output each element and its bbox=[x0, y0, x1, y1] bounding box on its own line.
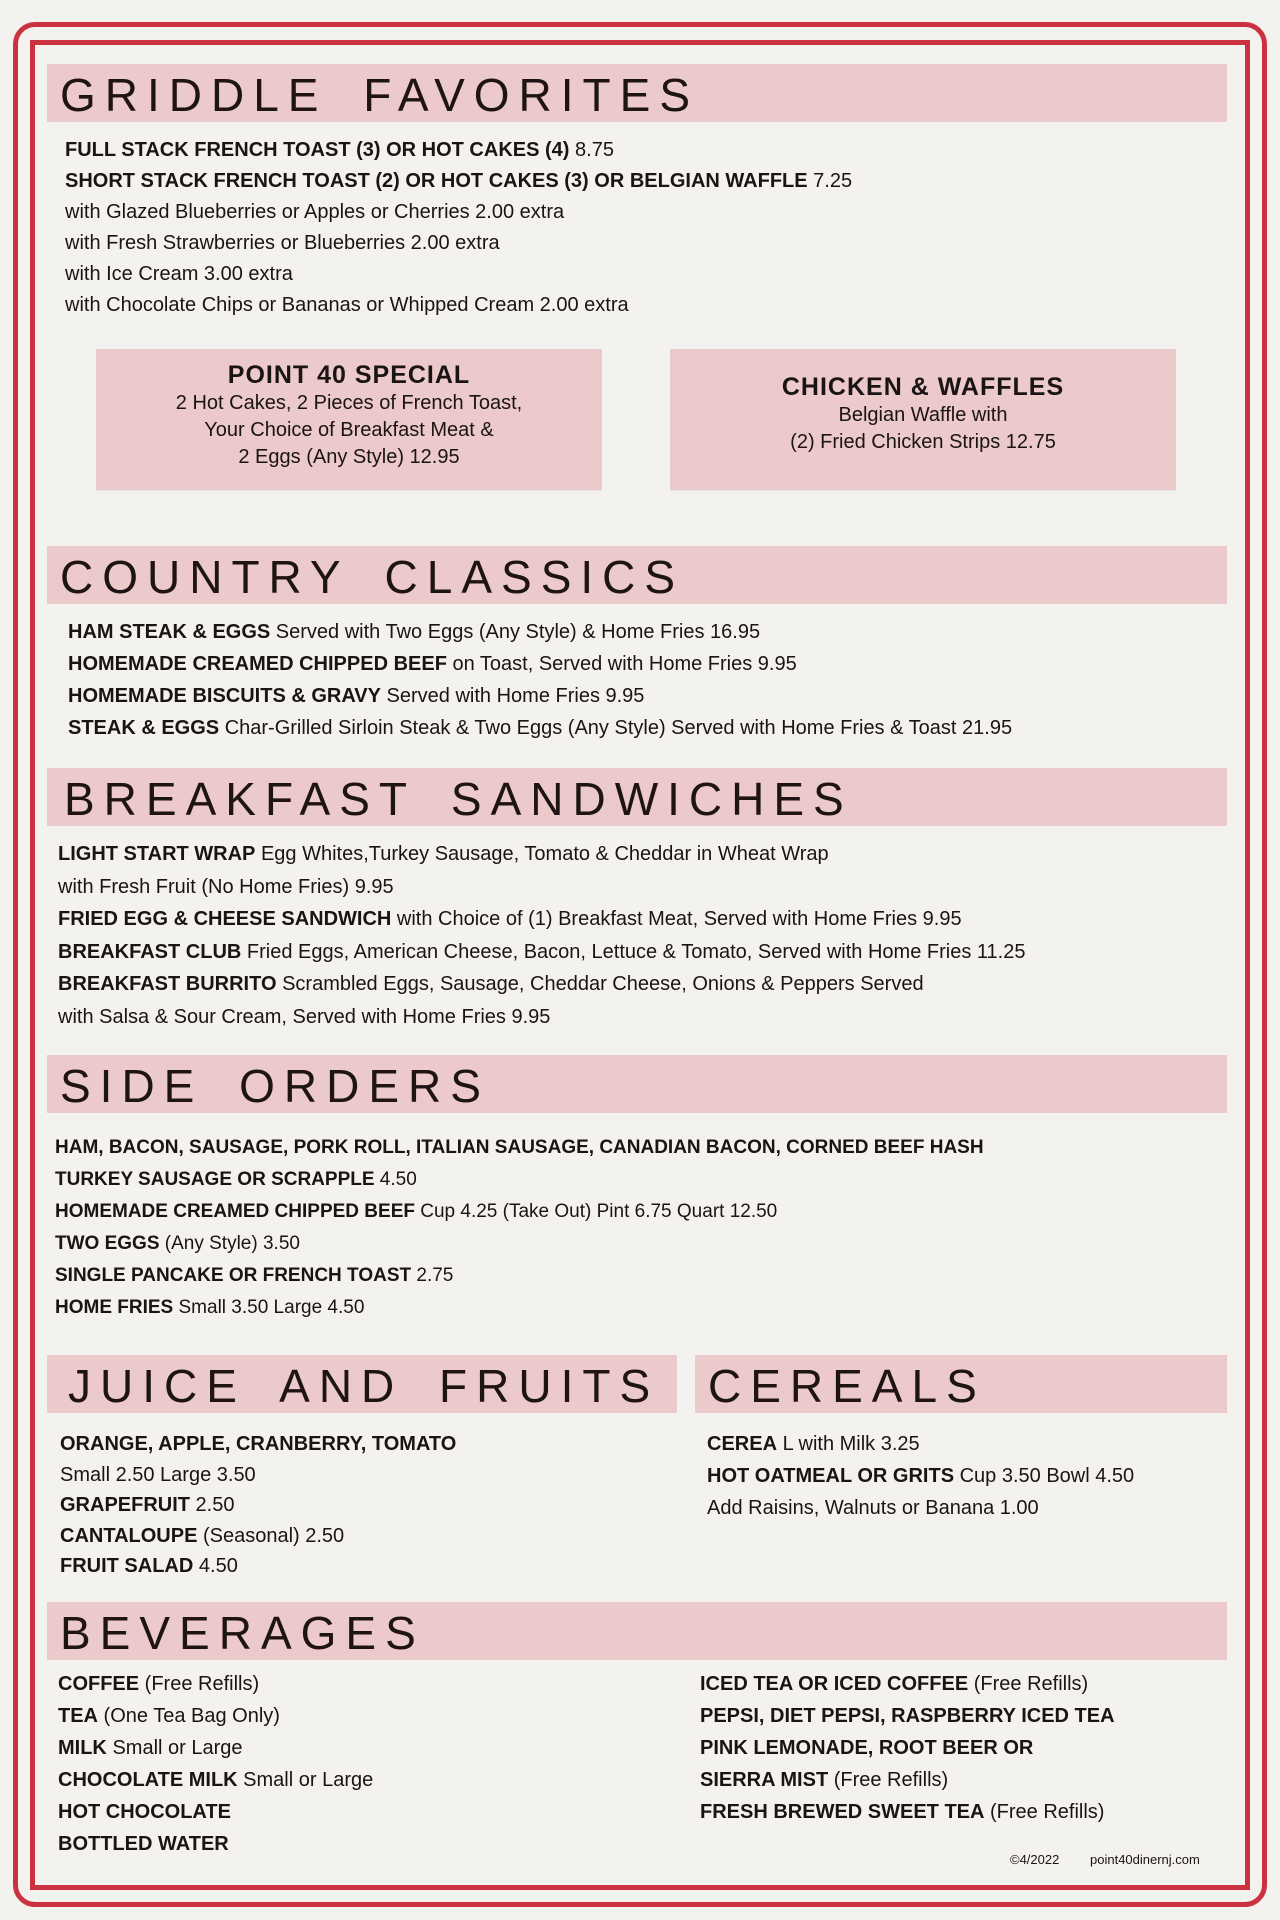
item-name: HOMEMADE BISCUITS & GRAVY bbox=[68, 685, 381, 707]
menu-item-line bbox=[55, 1169, 417, 1192]
menu-item-line bbox=[55, 1137, 984, 1160]
item-detail: Fried Eggs, American Cheese, Bacon, Lettuce & Tomato, Served with Home Fries 11.25 bbox=[241, 940, 1026, 963]
item-detail: Served with Home Fries 9.95 bbox=[380, 685, 645, 707]
item-detail: with Fresh Fruit (No Home Fries) 9.95 bbox=[58, 875, 394, 898]
item-name: HOME FRIES bbox=[55, 1297, 174, 1318]
item-name: PINK LEMONADE, ROOT BEER OR bbox=[700, 1737, 1034, 1759]
item-name: CANTALOUPE bbox=[60, 1524, 198, 1547]
item-name: BOTTLED WATER bbox=[58, 1833, 229, 1855]
griddle-heading: GRIDDLE FAVORITES bbox=[60, 69, 700, 121]
item-name: LIGHT START WRAP bbox=[58, 843, 256, 865]
country-heading: COUNTRY CLASSICS bbox=[60, 551, 685, 603]
menu-item-line bbox=[68, 716, 1012, 740]
special-line-1: 2 Hot Cakes, 2 Pieces of French Toast, bbox=[175, 392, 523, 414]
item-detail: Small 2.50 Large 3.50 bbox=[60, 1463, 256, 1486]
menu-item-line bbox=[55, 1265, 453, 1288]
item-name: FRIED EGG & CHEESE SANDWICH bbox=[58, 908, 392, 930]
menu-item-line bbox=[65, 262, 293, 286]
item-name: PEPSI, DIET PEPSI, RASPBERRY ICED TEA bbox=[700, 1705, 1115, 1727]
item-name: FULL STACK FRENCH TOAST (3) OR HOT CAKES (4) bbox=[65, 139, 570, 161]
menu-item-line bbox=[55, 1201, 777, 1224]
item-name: GRAPEFRUIT bbox=[60, 1494, 190, 1516]
special-line-2: Your Choice of Breakfast Meat & bbox=[204, 419, 494, 441]
menu-item-line bbox=[58, 875, 394, 899]
menu-item-line bbox=[58, 1672, 259, 1696]
menu-item-line bbox=[700, 1672, 1088, 1696]
item-detail: (Free Refills) bbox=[139, 1673, 260, 1695]
menu-item-line bbox=[700, 1800, 1104, 1824]
item-detail: (Any Style) 3.50 bbox=[159, 1233, 300, 1254]
menu-item-line bbox=[65, 169, 852, 193]
item-detail: Served with Two Eggs (Any Style) & Home Fries 16.95 bbox=[270, 621, 761, 643]
menu-item-line bbox=[58, 1704, 280, 1728]
menu-item-line bbox=[60, 1463, 256, 1487]
item-name: STEAK & EGGS bbox=[68, 717, 220, 739]
item-name: TWO EGGS bbox=[55, 1233, 160, 1254]
item-name: MILK bbox=[58, 1737, 107, 1759]
chicken-line-2: (2) Fried Chicken Strips 12.75 bbox=[790, 431, 1056, 453]
menu-item-line bbox=[58, 1768, 373, 1792]
item-name: CHOCOLATE MILK bbox=[58, 1769, 238, 1791]
menu-item-line bbox=[58, 1736, 243, 1760]
item-detail: with Salsa & Sour Cream, Served with Home Fries 9.95 bbox=[58, 1005, 551, 1028]
item-detail: Add Raisins, Walnuts or Banana 1.00 bbox=[707, 1497, 1039, 1519]
item-name: TEA bbox=[58, 1705, 98, 1727]
menu-item-line bbox=[55, 1233, 300, 1256]
chicken-waffles-box bbox=[670, 349, 1176, 490]
item-detail: with Glazed Blueberries or Apples or Cherries 2.00 extra bbox=[65, 201, 565, 223]
item-name: SHORT STACK FRENCH TOAST (2) OR HOT CAKES (3) OR BELGIAN WAFFLE bbox=[65, 170, 808, 192]
special-title: POINT 40 SPECIAL bbox=[227, 361, 471, 389]
point40-special-box bbox=[96, 349, 602, 490]
menu-item-line bbox=[55, 1297, 364, 1320]
item-detail: Char-Grilled Sirloin Steak & Two Eggs (Any Style) Served with Home Fries & Toast 21.95 bbox=[219, 717, 1013, 739]
item-detail: (Seasonal) 2.50 bbox=[197, 1524, 345, 1547]
item-detail: 7.25 bbox=[807, 170, 853, 192]
menu-item-line bbox=[700, 1736, 1033, 1760]
item-detail: Small or Large bbox=[237, 1769, 374, 1791]
menu-item-line bbox=[707, 1464, 1134, 1488]
item-detail: 2.50 bbox=[190, 1494, 235, 1516]
menu-item-line bbox=[700, 1704, 1115, 1728]
item-name: FRUIT SALAD bbox=[60, 1555, 194, 1577]
menu-item-line bbox=[60, 1432, 456, 1456]
item-detail: (Free Refills) bbox=[984, 1801, 1105, 1823]
item-detail: with Ice Cream 3.00 extra bbox=[65, 263, 293, 285]
website-text: point40dinernj.com bbox=[1090, 1852, 1200, 1867]
item-detail: with Choice of (1) Breakfast Meat, Served with Home Fries 9.95 bbox=[391, 908, 962, 930]
item-name: ORANGE, APPLE, CRANBERRY, TOMATO bbox=[60, 1433, 457, 1455]
item-detail: Egg Whites,Turkey Sausage, Tomato & Cheddar in Wheat Wrap bbox=[255, 843, 829, 865]
item-detail: Small 3.50 Large 4.50 bbox=[173, 1297, 365, 1318]
item-name: HOT OATMEAL OR GRITS bbox=[707, 1465, 955, 1487]
item-detail: L with Milk 3.25 bbox=[777, 1433, 920, 1455]
item-detail: Small or Large bbox=[106, 1737, 243, 1759]
chicken-line-1: Belgian Waffle with bbox=[838, 404, 1008, 426]
menu-item-line bbox=[58, 1005, 550, 1029]
item-name: SINGLE PANCAKE OR FRENCH TOAST bbox=[55, 1265, 412, 1286]
item-name: HAM STEAK & EGGS bbox=[68, 621, 271, 643]
menu-item-line bbox=[707, 1432, 920, 1456]
item-detail: Cup 4.25 (Take Out) Pint 6.75 Quart 12.50 bbox=[414, 1201, 778, 1222]
menu-item-line bbox=[58, 1800, 231, 1824]
item-name: BREAKFAST BURRITO bbox=[58, 973, 277, 995]
item-name: CEREA bbox=[707, 1433, 778, 1455]
menu-item-line bbox=[60, 1554, 238, 1578]
juice-heading: JUICE AND FRUITS bbox=[68, 1360, 660, 1412]
item-name: SIERRA MIST bbox=[700, 1769, 829, 1791]
menu-item-line bbox=[700, 1768, 948, 1792]
sides-heading: SIDE ORDERS bbox=[60, 1060, 490, 1112]
item-name: COFFEE bbox=[58, 1673, 140, 1695]
item-name: HOMEMADE CREAMED CHIPPED BEEF bbox=[55, 1201, 415, 1222]
menu-item-line bbox=[58, 940, 1025, 964]
menu-item-line bbox=[65, 231, 500, 255]
item-detail: 4.50 bbox=[193, 1555, 238, 1577]
item-detail: (One Tea Bag Only) bbox=[98, 1705, 280, 1727]
copyright-text: ©4/2022 bbox=[1010, 1852, 1060, 1867]
menu-item-line bbox=[68, 684, 644, 708]
item-detail: with Chocolate Chips or Bananas or Whipped Cream 2.00 extra bbox=[65, 294, 629, 316]
menu-item-line bbox=[60, 1493, 234, 1517]
item-detail: on Toast, Served with Home Fries 9.95 bbox=[446, 653, 797, 675]
item-name: HOMEMADE CREAMED CHIPPED BEEF bbox=[68, 653, 447, 675]
menu-item-line bbox=[60, 1524, 344, 1548]
menu-item-line bbox=[58, 842, 829, 866]
item-detail: 8.75 bbox=[569, 139, 614, 161]
item-detail: 4.50 bbox=[374, 1169, 417, 1190]
menu-item-line bbox=[65, 138, 614, 162]
menu-item-line bbox=[65, 293, 629, 317]
item-name: HOT CHOCOLATE bbox=[58, 1801, 231, 1823]
menu-item-line bbox=[68, 652, 797, 676]
chicken-title: CHICKEN & WAFFLES bbox=[781, 373, 1065, 401]
menu-item-line bbox=[58, 1832, 229, 1856]
item-name: TURKEY SAUSAGE OR SCRAPPLE bbox=[55, 1169, 375, 1190]
item-detail: (Free Refills) bbox=[828, 1769, 949, 1791]
menu-item-line bbox=[68, 620, 760, 644]
menu-item-line bbox=[58, 907, 962, 931]
item-name: BREAKFAST CLUB bbox=[58, 940, 242, 963]
menu-item-line bbox=[707, 1496, 1039, 1520]
item-name: ICED TEA OR ICED COFFEE bbox=[700, 1673, 969, 1695]
beverages-heading: BEVERAGES bbox=[60, 1607, 425, 1659]
item-detail: Cup 3.50 Bowl 4.50 bbox=[954, 1465, 1135, 1487]
item-detail: 2.75 bbox=[411, 1265, 454, 1286]
sandwiches-heading: BREAKFAST SANDWICHES bbox=[64, 773, 853, 825]
menu-item-line bbox=[65, 200, 564, 224]
cereals-heading: CEREALS bbox=[708, 1360, 986, 1412]
menu-item-line bbox=[58, 972, 924, 996]
item-name: FRESH BREWED SWEET TEA bbox=[700, 1801, 985, 1823]
item-detail: Scrambled Eggs, Sausage, Cheddar Cheese, Onions & Peppers Served bbox=[276, 973, 924, 995]
item-name: HAM, BACON, SAUSAGE, PORK ROLL, ITALIAN SAUSAGE, CANADIAN BACON, CORNED BEEF HASH bbox=[55, 1137, 984, 1158]
item-detail: with Fresh Strawberries or Blueberries 2.00 extra bbox=[65, 232, 500, 254]
special-line-3: 2 Eggs (Any Style) 12.95 bbox=[238, 446, 460, 468]
item-detail: (Free Refills) bbox=[968, 1673, 1089, 1695]
